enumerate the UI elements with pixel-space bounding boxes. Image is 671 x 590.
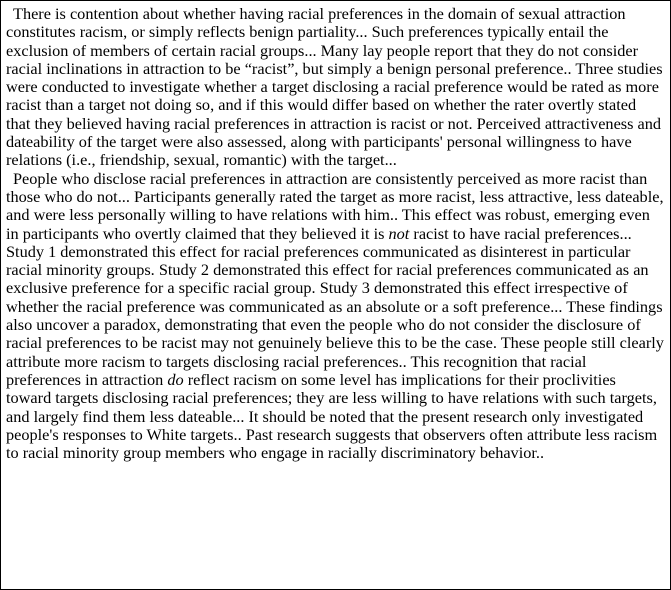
- paragraph-1: [1, 1, 670, 170]
- paragraph-2-run-5: reflect racism on some level has implications for their proclivities toward targets disclosing racial preferences; they are less willing to have relations with such targets, and largely find them less dateable... It should be noted that the present research only investigated people's responses to White targets.. Past research suggests that observers often attribute less racism to racial minority group members who engage in racially discriminatory behavior..: [6, 369, 658, 463]
- paragraph-2-run-3: racist to have racial preferences... Study 1 demonstrated this effect for racial preferences communicated as disinterest in particular racial minority groups. Study 2 demonstrated this effect for racial preferences communicated as an exclusive preference for a specific racial group. Study 3 demonstrated this effect irrespective of whether the racial preference was communicated as an absolute or a soft preference... These findings also uncover a paradox, demonstrating that even the people who do not consider the disclosure of racial preferences to be racist may not genuinely believe this to be the case. These people still clearly attribute more racism to targets disclosing racial preferences.. This recognition that racial preferences in attraction: [6, 223, 664, 389]
- paragraph-2-run-1: People who disclose racial preferences in attraction are consistently perceived as more racist than those who do not... Participants generally rated the target as more racist, less attractive, less dateable, and were less personally willing to have relations with him.. This effect was robust, emerging even in participants who overtly claimed that they believed it is: [6, 168, 664, 243]
- paragraph-1-text: There is contention about whether having racial preferences in the domain of sexual attraction constitutes racism, or simply reflects benign partiality... Such preferences typically entail the exclusion of members of certain racial groups... Many lay people report that they do not consider racial inclinations in attraction to be “racist”, but simply a benign personal preference.. Three studies were conducted to investigate whether a target disclosing a racial preference would be rated as more racist than a target not doing so, and if this would differ based on whether the rater overtly stated that they believed having racial preferences in attraction is racist or not. Perceived attractiveness and dateability of the target were also assessed, along with participants' personal willingness to have relations (i.e., friendship, sexual, romantic) with the target...: [6, 4, 663, 170]
- paragraph-2: [1, 170, 670, 463]
- emphasis-not: not: [388, 223, 410, 243]
- emphasis-do: do: [167, 369, 184, 389]
